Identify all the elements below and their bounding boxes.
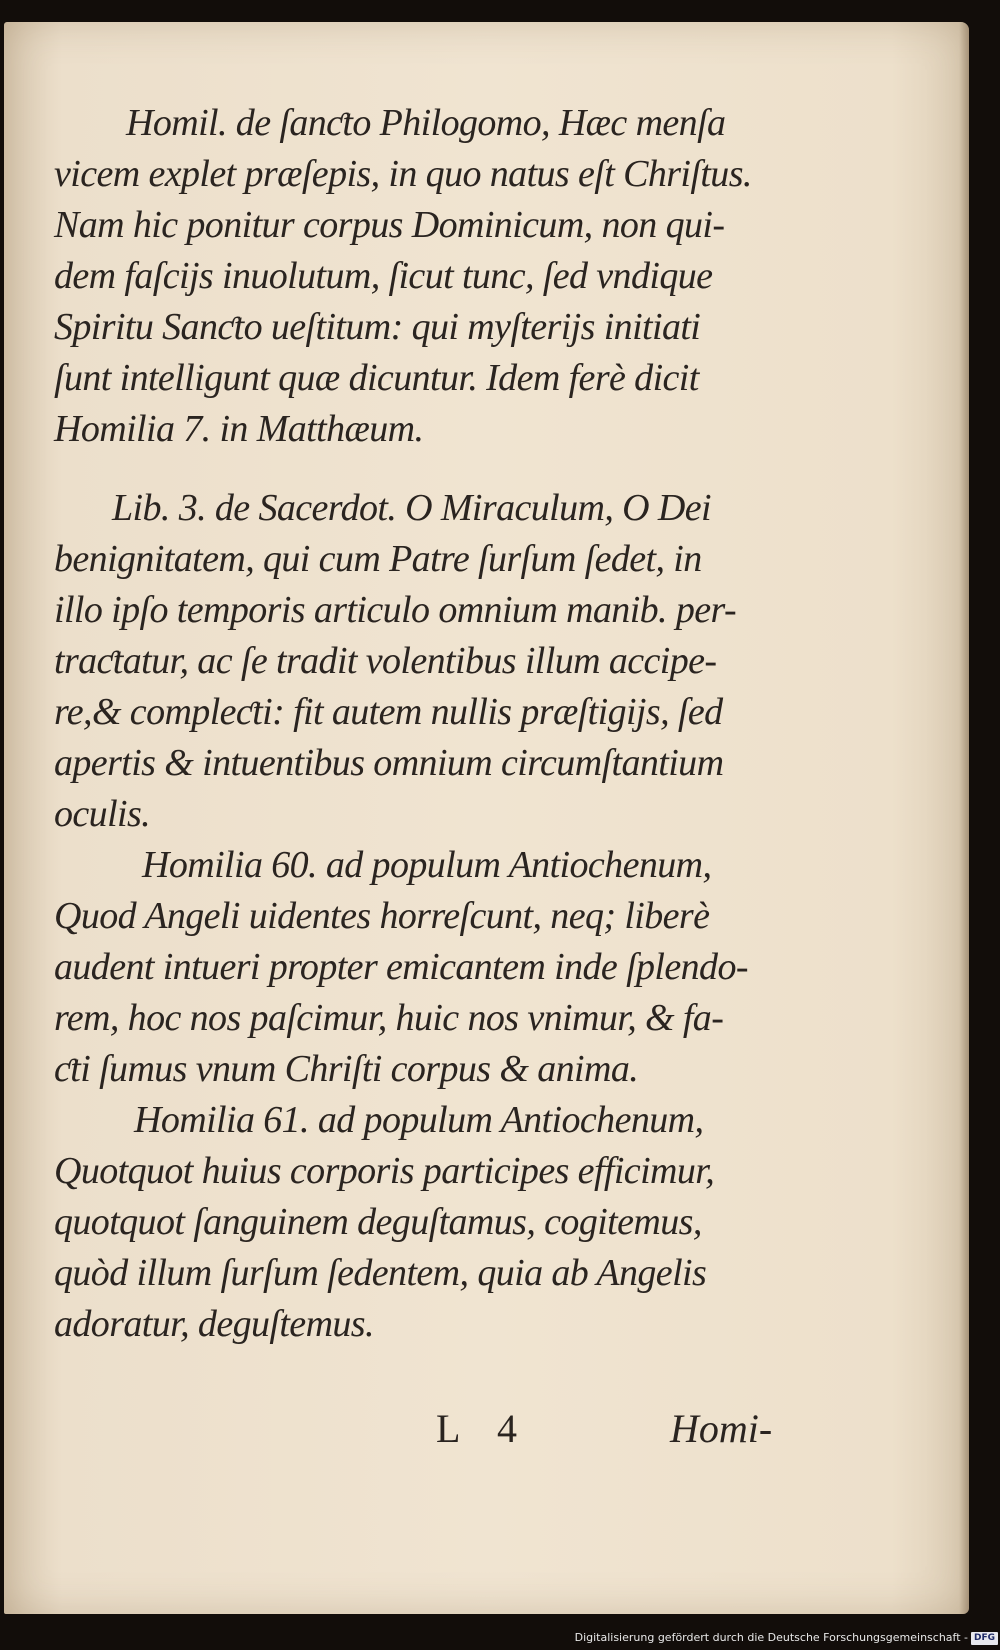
catchword: Homi- — [670, 1406, 773, 1451]
digitization-footer — [575, 1630, 998, 1646]
text-line-13: apertis & intuentibus omnium circumſtantium — [54, 742, 724, 784]
page-edge-shadow — [959, 22, 969, 1614]
catchline — [4, 1404, 969, 1464]
text-line-18: rem, hoc nos paſcimur, huic nos vnimur, & fa- — [54, 997, 724, 1039]
text-line-8: Lib. 3. de Sacerdot. O Miraculum, O Dei — [112, 487, 711, 529]
text-line-6: ſunt intelligunt quæ dicuntur. Idem ferè dicit — [54, 357, 699, 399]
dfg-logo-icon: DFG — [971, 1632, 998, 1645]
text-line-17: audent intueri propter emicantem inde ſplendo- — [54, 946, 748, 988]
text-line-10: illo ipſo temporis articulo omnium manib. per- — [54, 589, 737, 631]
text-line-16: Quod Angeli uidentes horreſcunt, neq; liberè — [54, 895, 710, 937]
text-line-15: Homilia 60. ad populum Antiochenum, — [142, 844, 712, 886]
text-line-7: Homilia 7. in Matthæum. — [54, 408, 424, 450]
text-line-12: re,& compleƈti: fit autem nullis præſtigijs, ſed — [54, 691, 723, 733]
text-line-21: Quotquot huius corporis participes efficimur, — [54, 1150, 715, 1192]
text-line-9: benignitatem, qui cum Patre ſurſum ſedet, in — [54, 538, 702, 580]
text-line-14: oculis. — [54, 793, 151, 835]
text-line-24: adoratur, deguſtemus. — [54, 1303, 374, 1345]
text-line-1: Homil. de ſanƈto Philogomo, Hæc menſa — [126, 102, 726, 144]
text-line-3: Nam hic ponitur corpus Dominicum, non qui- — [54, 204, 725, 246]
book-page — [4, 22, 969, 1614]
text-line-5: Spiritu Sanƈto ueſtitum: qui myſterijs initiati — [54, 306, 701, 348]
text-line-20: Homilia 61. ad populum Antiochenum, — [134, 1099, 704, 1141]
text-line-2: vicem explet præſepis, in quo natus eſt Chriſtus. — [54, 153, 752, 195]
text-line-23: quòd illum ſurſum ſedentem, quia ab Angelis — [54, 1252, 707, 1294]
footer-credit: Digitalisierung gefördert durch die Deutsche Forschungsgemeinschaft - — [574, 1631, 968, 1644]
text-line-19: ƈti ſumus vnum Chriſti corpus & anima. — [54, 1048, 639, 1090]
text-line-4: dem faſcijs inuolutum, ſicut tunc, ſed vndique — [54, 255, 713, 297]
signature-mark: L 4 — [436, 1406, 531, 1451]
text-line-22: quotquot ſanguinem deguſtamus, cogitemus, — [54, 1201, 702, 1243]
text-line-11: traƈtatur, ac ſe tradit volentibus illum accipe- — [54, 640, 717, 682]
